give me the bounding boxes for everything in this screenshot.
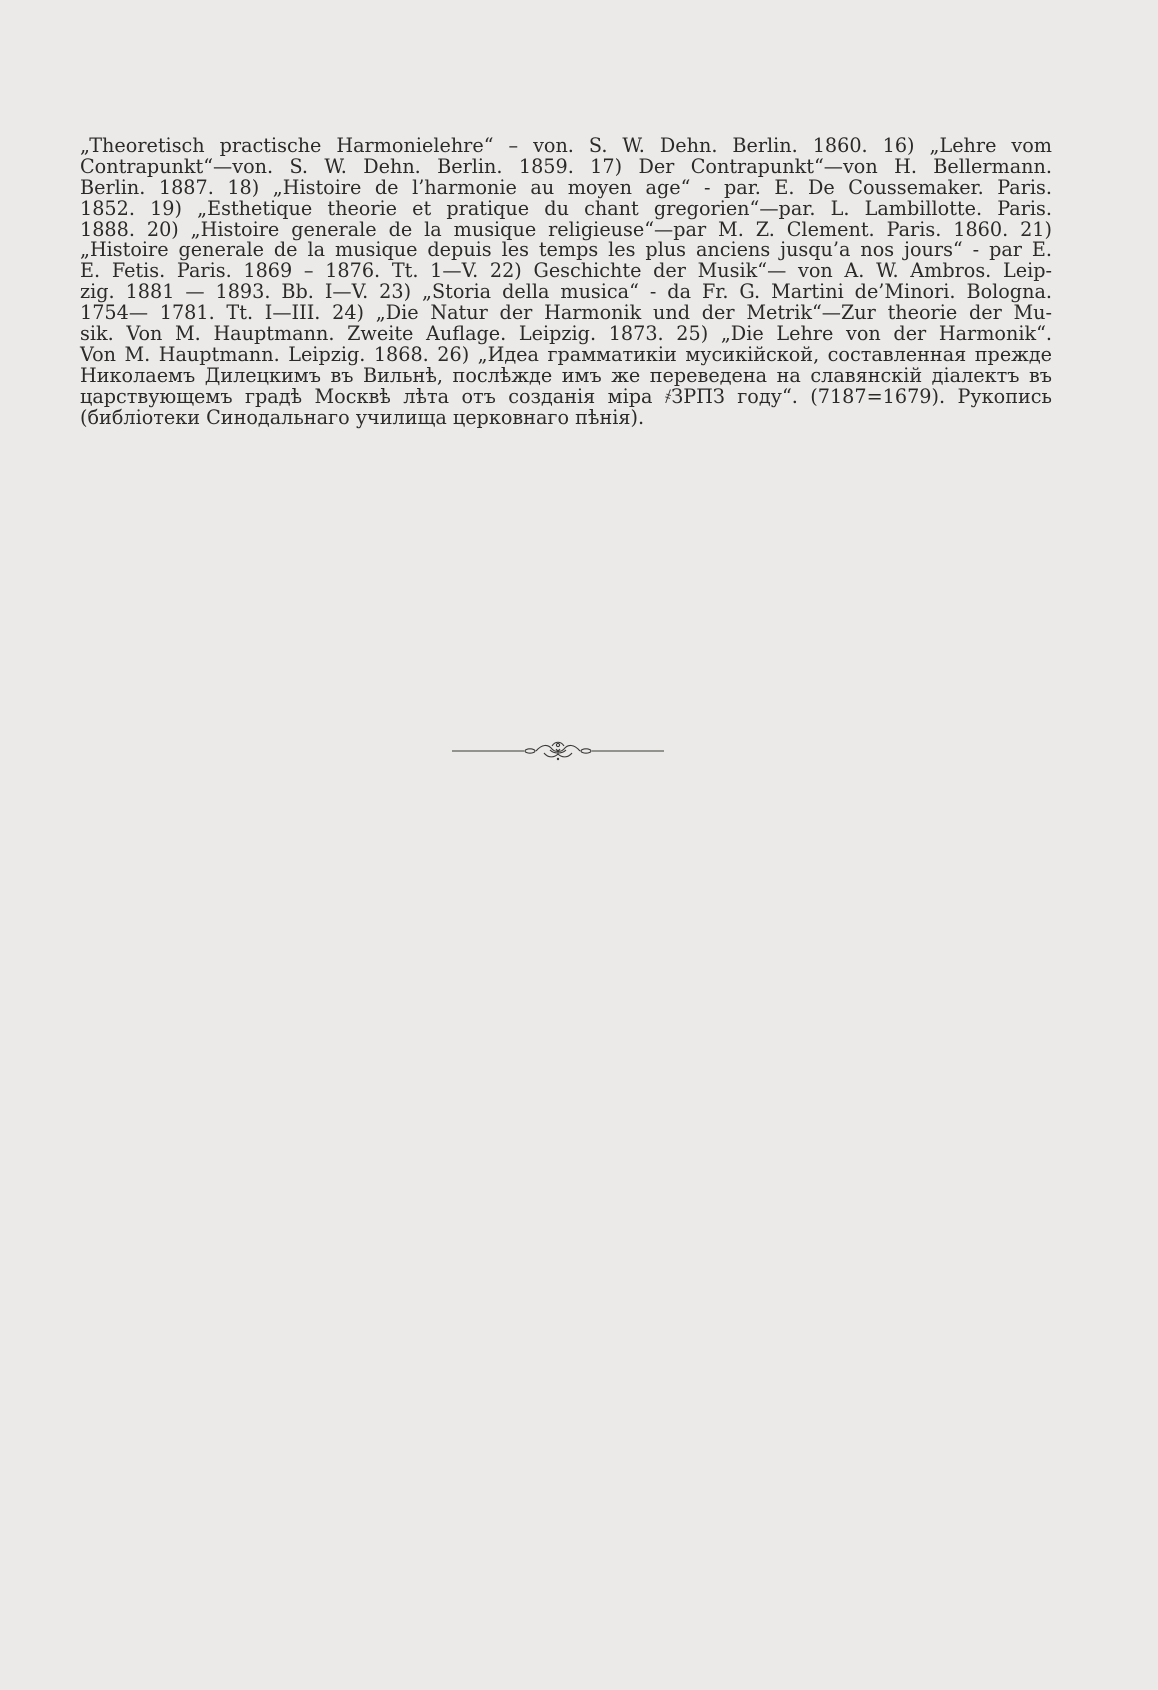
text-line: zig. 1881 — 1893. Bb. I—V. 23) „Storia della musica“ - da Fr. G. Martini de’Minori. Bologna.: [80, 280, 1052, 304]
text-line: Berlin. 1887. 18) „Histoire de l’harmonie au moyen age“ - par. E. De Coussemaker. Paris.: [80, 175, 1052, 199]
text-line: 1852. 19) „Esthetique theorie et pratique du chant gregorien“—par. L. Lambillotte. Paris.: [80, 196, 1052, 220]
text-line: 1888. 20) „Histoire generale de la musique religieuse“—par M. Z. Clement. Paris. 1860. 21): [80, 217, 1052, 241]
ornament-divider-icon: [452, 740, 664, 762]
text-line: Contrapunkt“—von. S. W. Dehn. Berlin. 1859. 17) Der Contrapunkt“—von H. Bellermann.: [80, 154, 1052, 178]
text-line: (библiотеки Синодальнаго училища церковнаго пѣнiя).: [80, 405, 645, 429]
text-line: Von M. Hauptmann. Leipzig. 1868. 26) „Идеа грамматикiи мусикiйской, составленная прежде: [80, 342, 1052, 366]
text-line: царствующемъ градѣ Москвѣ лѣта отъ созданiя мiра ҂ЗРПЗ году“. (7187=1679). Рукопись: [80, 384, 1052, 408]
text-line: „Theoretisch practische Harmonielehre“ – von. S. W. Dehn. Berlin. 1860. 16) „Lehre vom: [80, 134, 1052, 157]
text-line: sik. Von M. Hauptmann. Zweite Auflage. Leipzig. 1873. 25) „Die Lehre von der Harmonik“.: [80, 322, 1052, 346]
text-line: „Histoire generale de la musique depuis les temps les plus anciens jusqu’a nos jours“ - par E.: [80, 238, 1052, 262]
bibliography-text: [80, 136, 1052, 428]
text-line: E. Fetis. Paris. 1869 – 1876. Tt. 1—V. 22) Geschichte der Musik“— von A. W. Ambros. Leip-: [80, 259, 1052, 283]
text-line: Николаемъ Дилецкимъ въ Вильнѣ, послѣжде имъ же переведена на славянскiй дiалектъ въ: [80, 363, 1052, 387]
text-line: 1754— 1781. Tt. I—III. 24) „Die Natur der Harmonik und der Metrik“—Zur theorie der Mu-: [80, 301, 1052, 325]
